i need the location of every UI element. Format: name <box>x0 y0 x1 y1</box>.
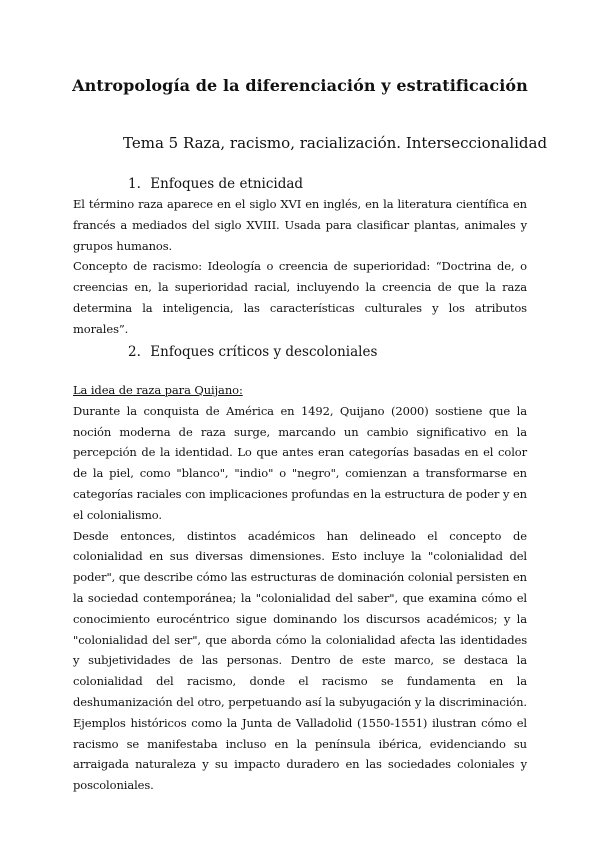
section-2-number: 2. <box>128 344 141 360</box>
section-1-title: Enfoques de etnicidad <box>150 176 304 192</box>
document-subtitle: Tema 5 Raza, racismo, racialización. Interseccionalidad <box>123 134 548 152</box>
paragraph: Desde entonces, distintos académicos han delineado el concepto de colonialidad en sus diversas dimensiones. Esto incluye la "colonialidad del poder", que describe cómo las estructuras de dominación colonial persisten en la sociedad contemporánea; la "colonialidad del saber", que examina cómo el conocimiento eurocéntrico sigue dominando los discursos académicos; y la "colonialidad del ser", que aborda cómo la colonialidad afecta las identidades y subjetividades de las personas. Dentro de este marco, se destaca la colonialidad del racismo, donde el racismo se fundamenta en la deshumanización del otro, perpetuando así la subyugación y la discriminación. Ejemplos históricos como la Junta de Valladolid (1550-1551) ilustran cómo el racismo se manifestaba incluso en la península ibérica, evidenciando su arraigada naturaleza y su impacto duradero en las sociedades coloniales y poscoloniales. <box>73 528 527 793</box>
document-title: Antropología de la diferenciación y estratificación <box>72 76 528 95</box>
paragraph: Durante la conquista de América en 1492, Quijano (2000) sostiene que la noción moderna de raza surge, marcando un cambio significativo en la percepción de la identidad. Lo que antes eran categorías basadas en el color de la piel, como "blanco", "indio" o "negro", comienzan a transformarse en categorías raciales con implicaciones profundas en la estructura de poder y en el colonialismo. <box>73 403 527 522</box>
section-2-heading <box>128 344 377 360</box>
section-1-number: 1. <box>128 176 141 192</box>
section-2-title: Enfoques críticos y descoloniales <box>150 344 378 360</box>
subheading: La idea de raza para Quijano: <box>73 383 243 397</box>
section-1-heading <box>128 176 303 192</box>
section-2-body <box>73 380 527 796</box>
paragraph: El término raza aparece en el siglo XVI en inglés, en la literatura científica en francés a mediados del siglo XVIII. Usada para clasificar plantas, animales y grupos humanos. <box>73 197 527 253</box>
paragraph: Concepto de racismo: Ideología o creencia de superioridad: “Doctrina de, o creencias en, la superioridad racial, incluyendo la creencia de que la raza determina la inteligencia, las características culturales y los atributos morales”. <box>73 259 527 336</box>
section-1-body <box>73 194 527 340</box>
